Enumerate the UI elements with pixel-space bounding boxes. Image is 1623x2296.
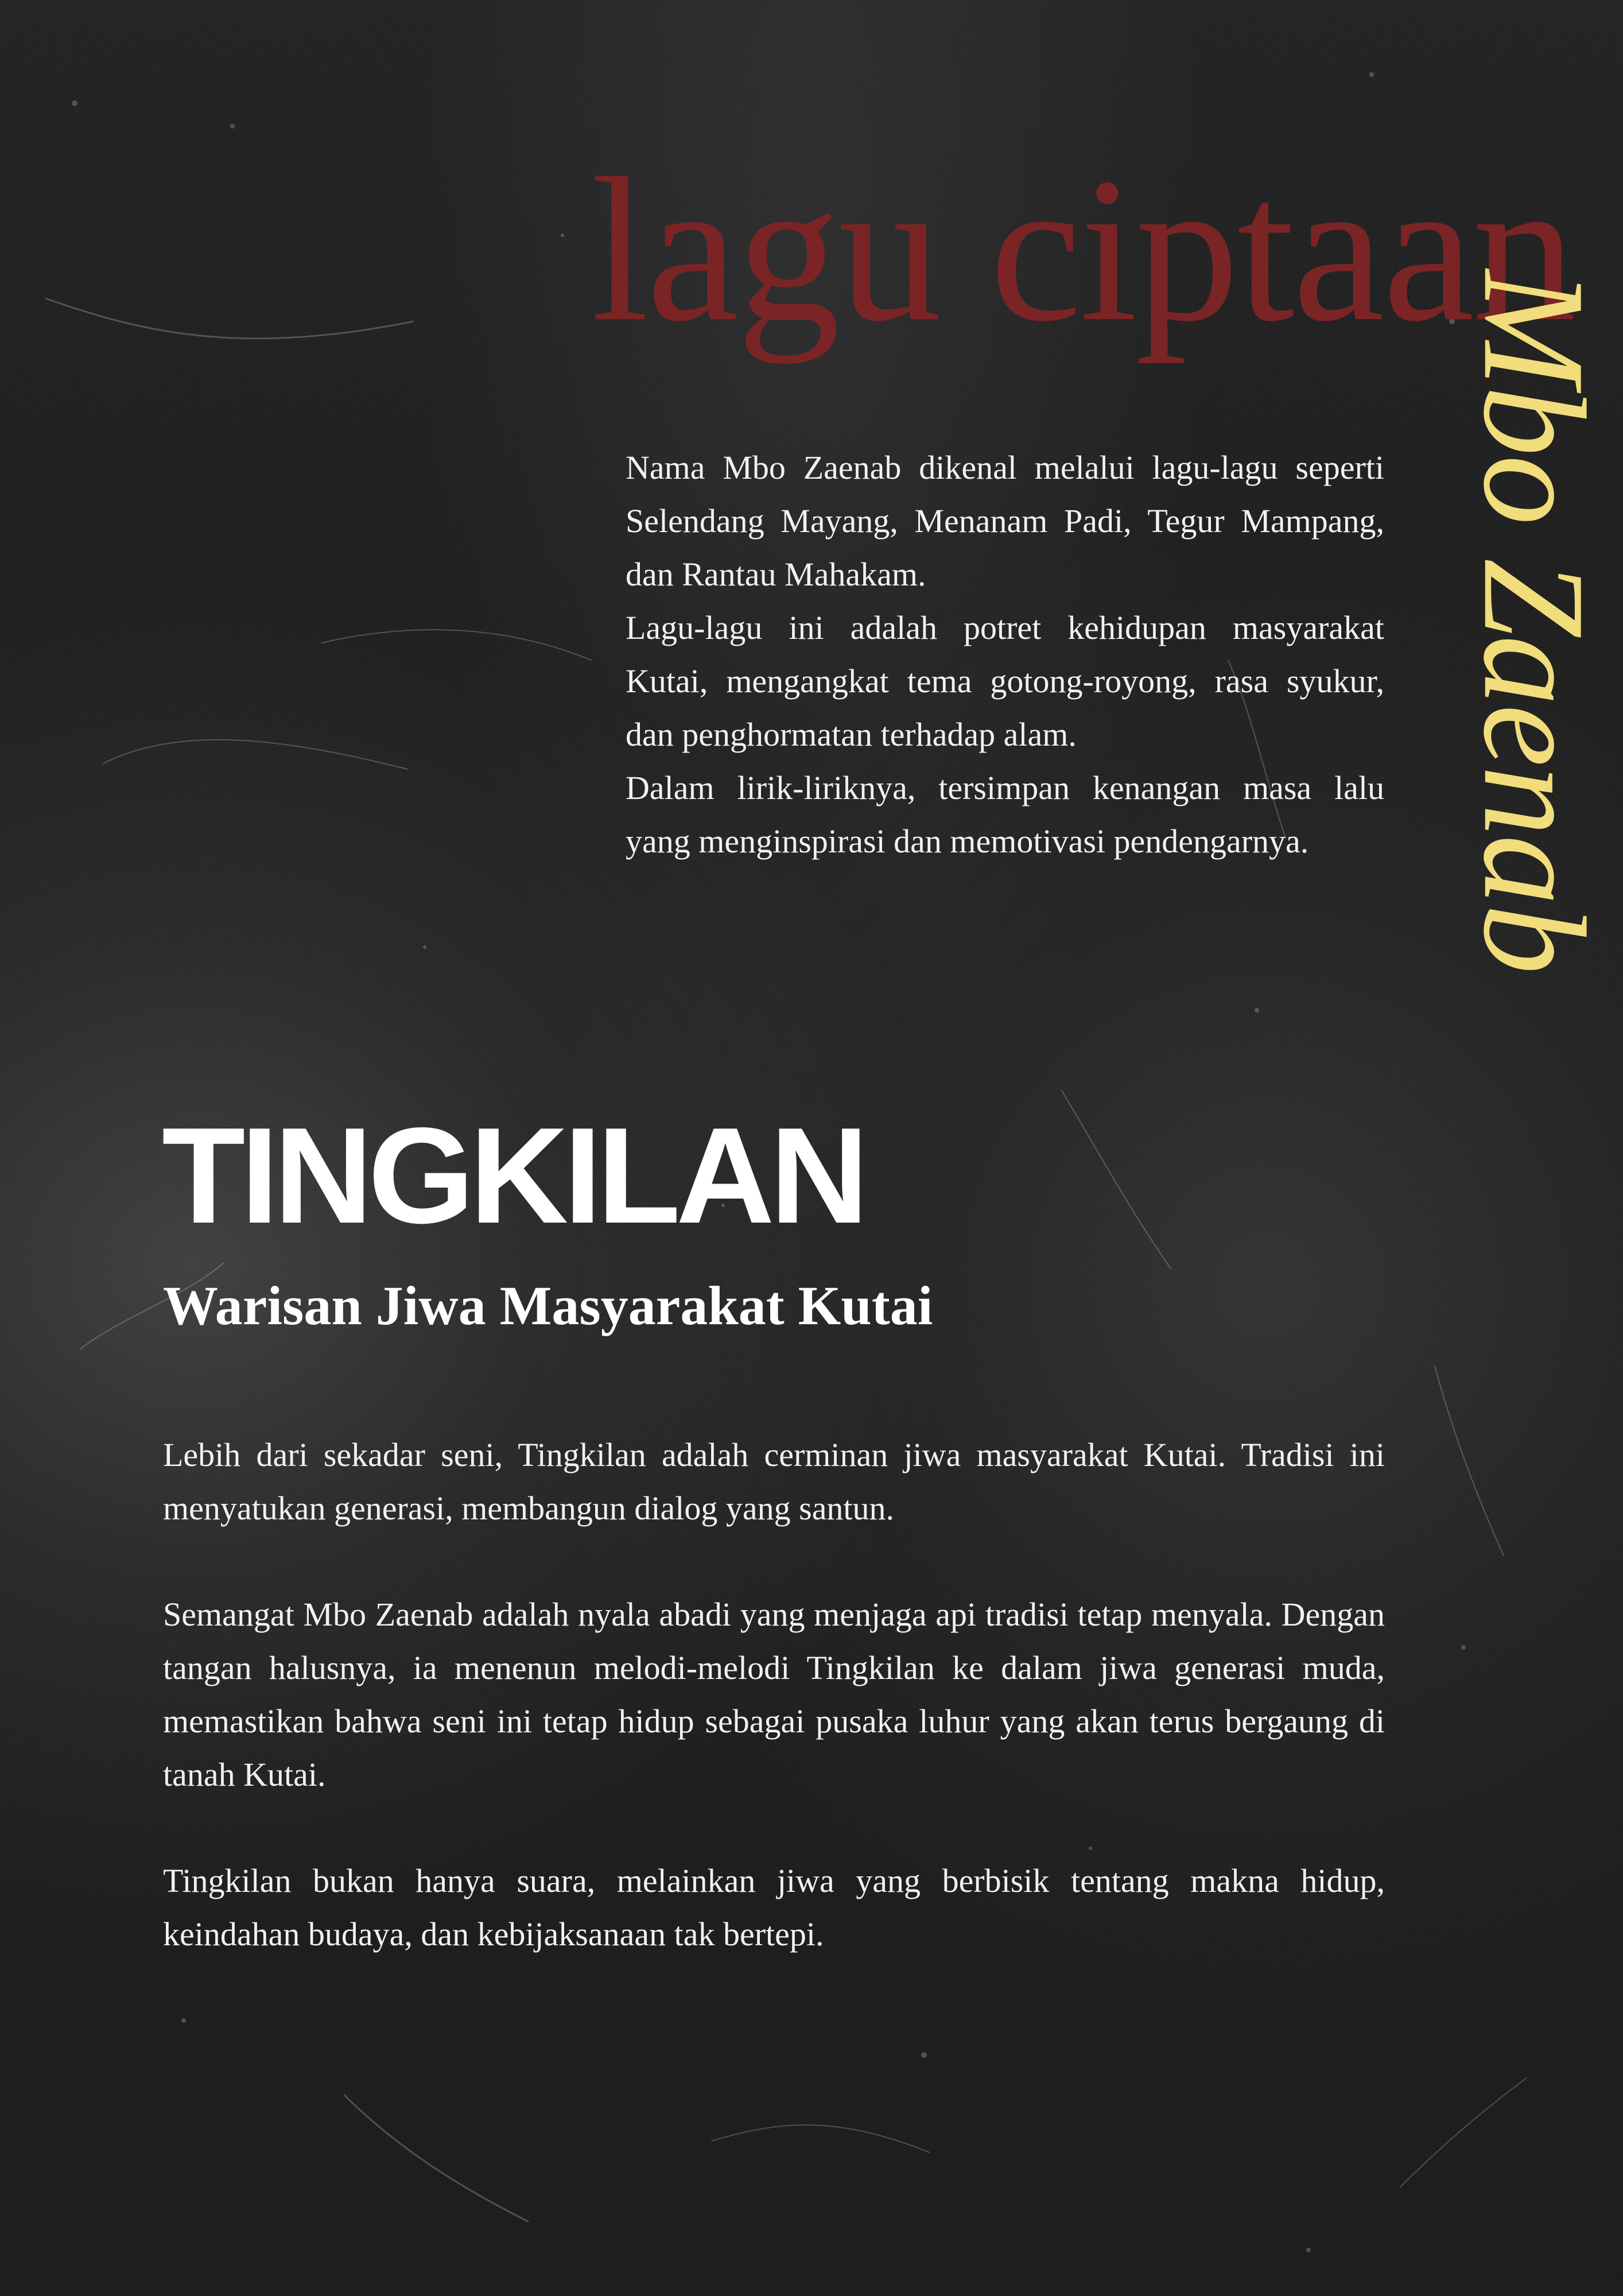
body-paragraph: Tingkilan bukan hanya suara, melainkan jiwa yang berbisik tentang makna hidup, keindahan budaya, dan kebijaksanaan tak bertepi. (163, 1862, 1385, 1953)
body-paragraph: Lebih dari sekadar seni, Tingkilan adalah cerminan jiwa masyarakat Kutai. Tradisi ini menyatukan generasi, membangun dialog yang santun. (163, 1436, 1385, 1527)
intro-text-block (626, 441, 1384, 868)
main-body-text (163, 1428, 1385, 1961)
mbo-zaenab-vertical-name: Mbo Zaenab (1453, 270, 1616, 974)
body-paragraph: Semangat Mbo Zaenab adalah nyala abadi yang menjaga api tradisi tetap menyala. Dengan tangan halusnya, ia menenun melodi-melodi Tingkilan ke dalam jiwa generasi muda, memastikan bahwa seni ini tetap hidup sebagai pusaka luhur yang akan terus bergaung di tanah Kutai. (163, 1596, 1385, 1793)
intro-paragraph: Dalam lirik-liriknya, tersimpan kenangan masa lalu yang menginspirasi dan memotivasi pendengarnya. (626, 769, 1384, 860)
lagu-ciptaan-title: lagu ciptaan (591, 135, 1575, 364)
intro-paragraph: Lagu-lagu ini adalah potret kehidupan masyarakat Kutai, mengangkat tema gotong-royong, rasa syukur, dan penghormatan terhadap alam. (626, 609, 1384, 753)
intro-paragraph: Nama Mbo Zaenab dikenal melalui lagu-lagu seperti Selendang Mayang, Menanam Padi, Tegur Mampang, dan Rantau Mahakam. (626, 449, 1384, 593)
section-subtitle: Warisan Jiwa Masyarakat Kutai (163, 1275, 933, 1336)
tingkilan-title: TINGKILAN (162, 1100, 864, 1252)
